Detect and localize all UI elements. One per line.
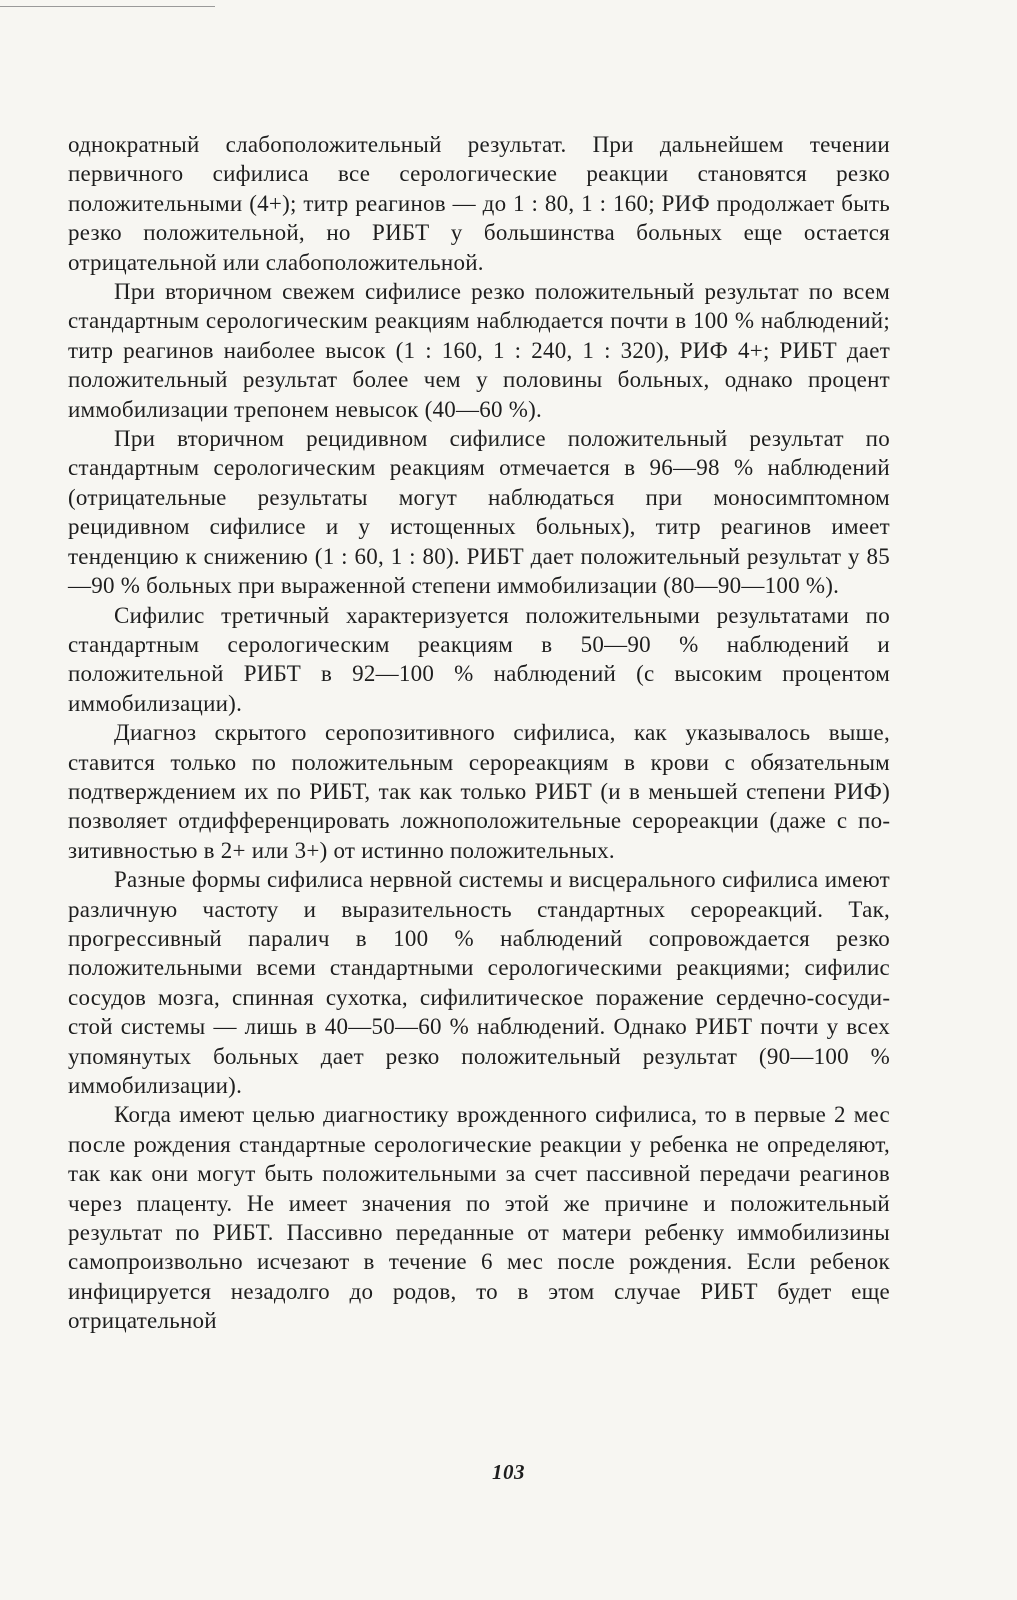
paragraph-4: Сифилис третичный характеризуется положительными результатами по стандартным серологическим реакциям в 50—90 % наблюдений и положительной РИБТ в 92—100 % наблюдений (с высоким процентом иммобилизации). (68, 602, 890, 716)
paragraph-5: Диагноз скрытого серопозитивного сифилиса, как указывалось выше, ставится только по положительным серореакциям в крови с обязательным подтверждением их по РИБТ, так как только РИБТ (и в меньшей степени РИФ) позволяет отдифференцировать ложноположительные серореакции (даже с позитивностью в 2+ или 3+) от истинно положительных. (68, 720, 890, 863)
page-number: 103 (492, 1460, 525, 1484)
top-rule (0, 6, 215, 7)
paragraph-6: Разные формы сифилиса нервной системы и висцерального сифилиса имеют различную частоту и выразительность стандартных серореакций. Так, прогрессивный паралич в 100 % наблюдений сопровождается резко положительными всеми стандартными серологическими реакциями; сифилис сосудов мозга, спинная сухотка, сифилитическое поражение сердечно-сосудистой системы — лишь в 40—50—60 % наблюдений. Однако РИБТ почти у всех упомянутых больных дает резко положительный результат (90—100 % иммобилизации). (68, 867, 890, 1098)
paragraph-3: При вторичном рецидивном сифилисе положительный результат по стандартным серологическим реакциям отмечается в 96—98 % наблюдений (отрицательные результаты могут наблюдаться при моносимптомном рецидивном сифилисе и у истощенных больных), титр реагинов имеет тенденцию к снижению (1 : 60, 1 : 80). РИБТ дает положительный результат у 85—90 % больных при выраженной степени иммобилизации (80—90—100 %). (68, 426, 890, 599)
paragraph-1: однократный слабоположительный результат. При дальнейшем течении первичного сифилиса все серологические реакции становятся резко положительными (4+); титр реагинов — до 1 : 80, 1 : 160; РИФ продолжает быть резко положительной, но РИБТ у большинства больных еще остается отрицательной или слабоположительной. (68, 132, 890, 275)
paragraph-7: Когда имеют целью диагностику врожденного сифилиса, то в первые 2 мес после рождения стандартные серологические реакции у ребенка не определяют, так как они могут быть положительными за счет пассивной передачи реагинов через плаценту. Не имеет значения по этой же причине и положительный результат по РИБТ. Пассивно переданные от матери ребенку иммобилизины самопроизвольно исчезают в течение 6 мес после рождения. Если ребенок инфицируется незадолго до родов, то в этом случае РИБТ будет еще отрицательной (68, 1102, 890, 1334)
page-body (68, 130, 890, 1336)
paragraph-2: При вторичном свежем сифилисе резко положительный результат по всем стандартным серологическим реакциям наблюдается почти в 100 % наблюдений; титр реагинов наиболее высок (1 : 160, 1 : 240, 1 : 320), РИФ 4+; РИБТ дает положительный результат более чем у половины больных, однако процент иммобилизации трепонем невысок (40—60 %). (68, 279, 890, 422)
